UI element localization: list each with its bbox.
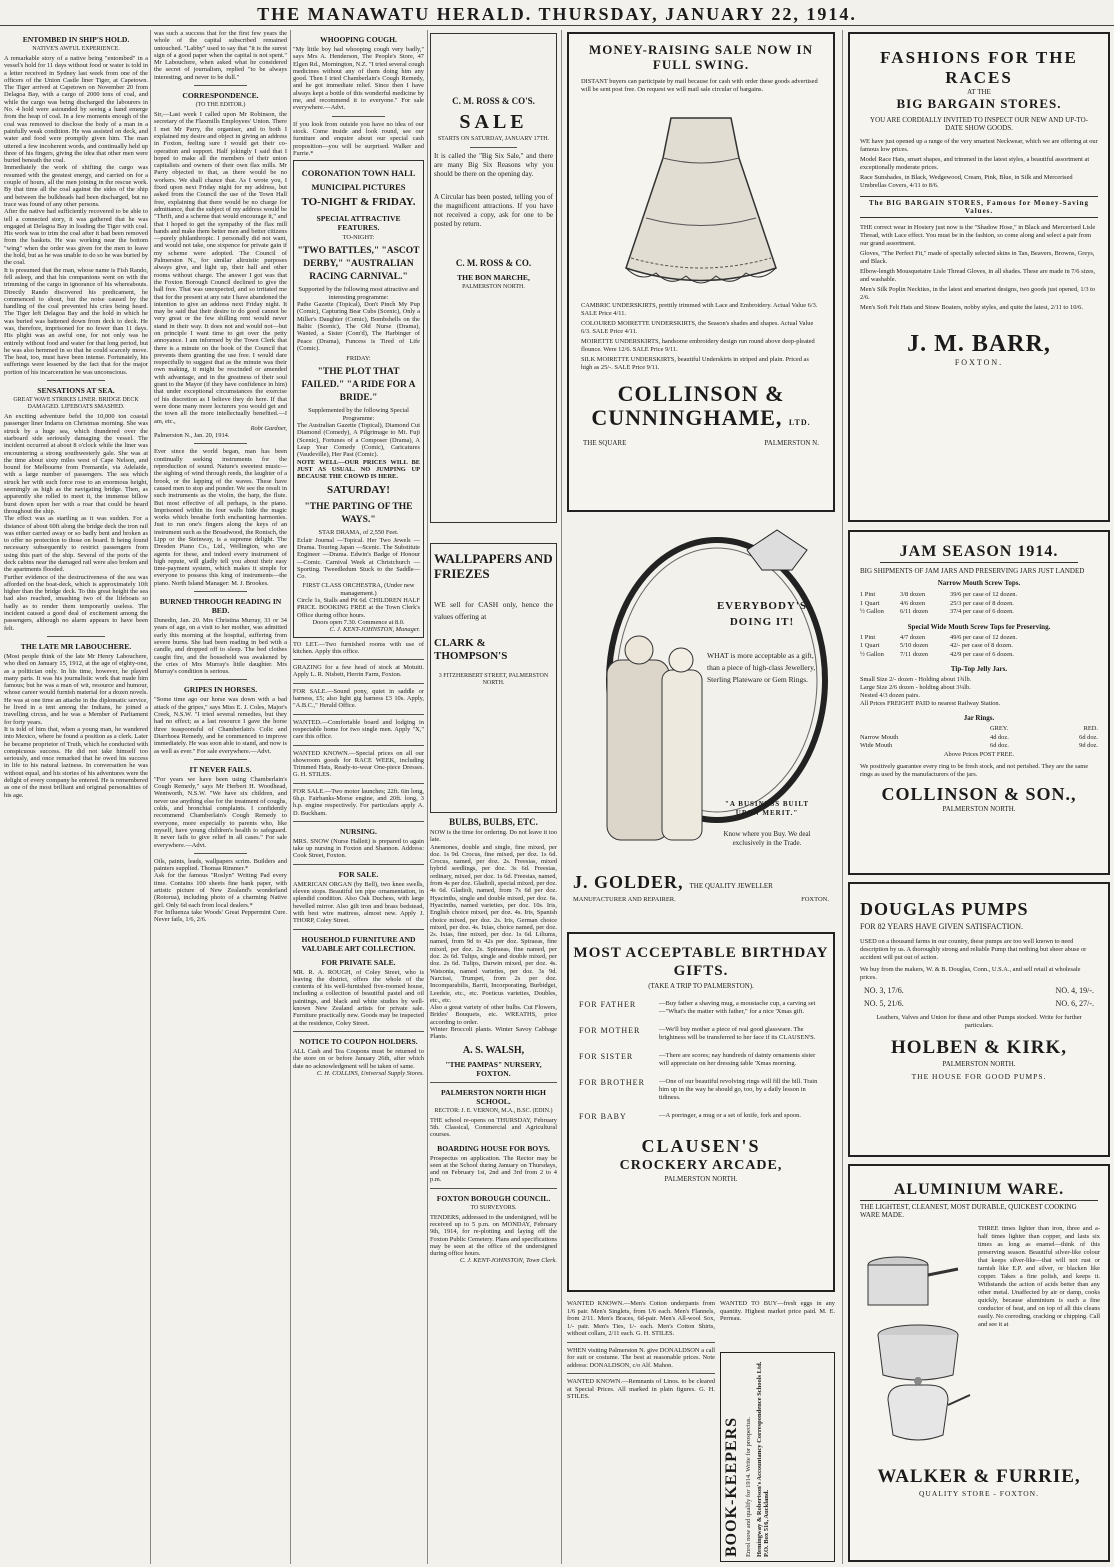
cinema-features: SPECIAL ATTRACTIVE FEATURES. — [316, 214, 401, 233]
ross-text: It is called the "Big Six Sale," and there are many Big Six Reasons why you should be there on the opening day. — [434, 152, 553, 178]
classified-ad: GRAZING for a few head of stock at Motuiti. Apply L. R. Nisbett, Herrin Farm, Foxton. — [293, 664, 424, 679]
golder-trade: MANUFACTURER AND REPAIRER. — [573, 896, 676, 903]
cinema-ad — [293, 160, 424, 637]
barr-slogan: The BIG BARGAIN STORES, Famous for Money-Saving Values. — [860, 196, 1098, 218]
golder-tag: THE QUALITY JEWELLER — [689, 882, 773, 890]
council-heading: FOXTON BOROUGH COUNCIL. — [436, 1193, 551, 1203]
coupon-signature: C. H. COLLINS, Universal Supply Stores. — [316, 1069, 424, 1077]
jam-section: Jar Rings. — [963, 714, 995, 722]
jar-size: 1 Quart — [860, 642, 880, 649]
pump-price: NO. 4, 19/-. — [1055, 986, 1094, 995]
clausen-name: CLAUSEN'S — [641, 1136, 761, 1156]
jam-section: Special Wide Mouth Screw Tops for Preserving. — [907, 622, 1051, 631]
cinema-saturday: SATURDAY! — [327, 484, 390, 497]
barr-at: AT THE — [967, 88, 991, 96]
wallpaper-ad — [430, 543, 557, 813]
column-4 — [430, 30, 557, 1564]
cinema-friday-bill: "THE PLOT THAT FAILED." "A RIDE FOR A BRIDE." — [301, 367, 416, 404]
jar-row — [860, 651, 1098, 660]
headline-gripes: GRIPES IN HORSES. — [183, 685, 258, 695]
golder-name-row — [573, 872, 835, 893]
jam-seller: COLLINSON & SON., — [881, 783, 1077, 804]
school-rector: RECTOR: J. E. VERNON, M.A., B.SC. (EDIN.) — [434, 1107, 553, 1114]
classified-ad: WHEN visiting Palmerston N. give DONALDSON a call for suit or costume. The best at reasonable prices. Note address: DONALDSON, c/o Alf. Mahon. — [567, 1346, 715, 1369]
golder-name: J. GOLDER, — [573, 872, 684, 892]
underskirt-illustration — [601, 98, 801, 298]
pumps-seller: HOLBEN & KIRK, — [890, 1037, 1068, 1058]
article-paragraph: "My little boy had whooping cough very badly," says Mrs A. Henderson, The People's Store, 47 Elgen Rd., Mornington, N.Z. "I tried several cough medicines without any of them doing him any good. Then I tried Chamberlain's Cough Remedy, and he got immediate relief. Since then I have always kept a bottle of this wonderful medicine by me, and recommend it to everyone." For sale everywhere.—Advt. — [293, 46, 424, 112]
divider — [567, 1373, 715, 1374]
school-heading: PALMERSTON NORTH HIGH SCHOOL. — [441, 1087, 546, 1106]
subhead-editor: (TO THE EDITOR.) — [195, 102, 246, 109]
article-paragraph: For Influenza take Woods' Great Peppermint Cure. Never fails, 1/6, 2/6. — [154, 908, 287, 924]
cunninghame-square: THE SQUARE — [583, 439, 627, 447]
cinema-note: Supported by the following most attractive and interesting programme: — [298, 286, 419, 301]
headline-never-fails: IT NEVER FAILS. — [189, 764, 252, 774]
divider — [293, 745, 424, 746]
gift-label: FOR SISTER — [579, 1052, 634, 1061]
pump-price: NO. 5, 21/6. — [864, 999, 904, 1008]
barr-text: Model Race Hats, smart shapes, and trimmed in the latest styles, a beautiful assortment at exceptionally moderate prices. — [860, 156, 1090, 171]
barr-name: J. M. BARR, — [907, 331, 1051, 357]
divider — [293, 929, 424, 930]
divider — [194, 679, 247, 680]
cunninghame-name-2: CUNNINGHAME, — [591, 405, 783, 430]
golder-text-2: Know where you Buy. We deal exclusively in the Trade. — [723, 830, 811, 847]
gift-row — [579, 1052, 823, 1068]
jam-town: PALMERSTON NORTH. — [942, 804, 1016, 813]
wallpaper-title: WALLPAPERS AND FRIEZES — [434, 551, 553, 581]
article-paragraph: After the native had sufficiently recovered to be able to tell a connected story, it was gathered that he was engaged at Delagoa Bay in loading the Tiger with coal. His work was to trim the coal after it had been removed from the baskets. He was working near the bottom "wing" when the order was given for the men to leave the hold, but as he was unable to do so he was buried by the coal. — [4, 208, 148, 267]
cinema-venue: CORONATION TOWN HALL — [301, 168, 416, 179]
pumps-sub: FOR 82 YEARS HAVE GIVEN SATISFACTION. — [860, 922, 1023, 931]
cunninghame-name-line — [569, 406, 833, 435]
barr-town: FOXTON. — [954, 358, 1004, 367]
cunninghame-headline: MONEY-RAISING SALE NOW IN FULL SWING. — [588, 42, 813, 72]
aluminium-seller: WALKER & FURRIE, — [877, 1466, 1081, 1487]
divider — [293, 821, 424, 822]
ross-store: THE BON MARCHE, — [457, 273, 530, 282]
divider — [470, 147, 518, 148]
bookkeepers-title: BOOK-KEEPERS — [723, 1416, 740, 1557]
barr-ad — [848, 32, 1110, 522]
bulbs-list: Anemones, double and single, fine mixed, per doz. 1s 9d. Crocus, fine mixed, per doz. 1s 6d. Crocus, named, per doz. 2s. Freesias, mixed hybrid seedlings, per doz. 3s 6d. Freesias, ordinary, mixed, per doz. 1s 6d. Freesias, named, from 4s per doz. Gladioli, special mixed, per doz. 4s 6d. Gladioli, named, from 7s 6d per doz. Hyacinths, single and double mixed, per doz. 6s. Hyacinths, named varieties, per doz. 10s. Iris, English choice mixed, per doz. 4s. Iris, Spanish choice mixed, per doz. 2s. Iris, German choice mixed, per doz. 4s. Ixias, choice named, per doz. 2s. Ixias, fine mixed, per doz. 1s 6d. Liliums, named, from 9d to 42s per doz. Spiraeas, fine mixed, per doz. 2s. Spiraeas, fine named, per doz. 2s 6d. Tulips, single and double mixed, per doz. 2s 6d. Tulips, Darwin mixed, per doz. 4s. Watsonia, named varieties, per doz. 3s 9d. Narcissi, Trumpet, from 2s per doz. Incomparabilis, Barrii, Incorporating, Burbidgei, Leedsie, etc., etc. Poeticus varieties, Doubles, etc., etc. — [430, 843, 557, 1004]
coupon-heading: NOTICE TO COUPON HOLDERS. — [299, 1036, 418, 1046]
cunninghame-intro: DISTANT buyers can participate by mail because for cash with order these goods advertised will be sent post free. On request we will mail sale circular of bargains. — [581, 78, 818, 93]
column-3 — [293, 30, 424, 1564]
pumps-headline: DOUGLAS PUMPS — [860, 899, 1029, 919]
jar-row — [860, 642, 1098, 651]
classified-ad: WANTED KNOWN.—Special prices on all our showroom goods for RACE WEEK, including Trimmed Hats, Ready-to-wear One-piece Dresses. G. H. STILES. — [293, 749, 424, 779]
article-paragraph: The effect was as startling as it was sudden. For a distance of about 60ft along the bridge deck the iron rail was either carried away or so badly bent and broken as to offer no protection to those on board. It being found necessary subsequently to restrict passengers from using this part of the ship. Several of the ports of the deck cabins near the damaged rail were also broken and the apartments flooded. — [4, 515, 148, 574]
aluminium-headline: ALUMINIUM WARE. — [860, 1180, 1098, 1201]
cinema-orchestra: FIRST CLASS ORCHESTRA, (Under new management.) — [302, 582, 415, 597]
pumps-town: PALMERSTON NORTH. — [942, 1060, 1016, 1068]
headline-whooping: WHOOPING COUGH. — [320, 35, 397, 44]
golder-slogan: "A BUSINESS BUILT UPON MERIT." — [724, 800, 810, 817]
barr-text: Elbow-length Mousquetaire Lisle Thread Gloves, in all shades. These are made in 7/6 sizes, and washable. — [860, 268, 1096, 283]
article-paragraph: "Some time ago our horse was down with a bad attack of the gripes," says Miss E. J. Coles, Major's Creek, N.S.W. "I tried several remedies, but they had no effect; as a last resource I gave the horse three teaspoonsful of Chamberlain's Colic and Diarrhoea Remedy, and he commenced to improve immediately. He was soon able to stand, and now is as well as ever." For sale everywhere.—Advt. — [154, 696, 287, 755]
jar-case: 39/6 per case of 12 dozen. — [950, 591, 1018, 598]
aluminium-body — [858, 1225, 1100, 1455]
ring-row — [860, 742, 1098, 751]
ring-header — [860, 725, 1098, 734]
gift-text: —There are scores; nay hundreds of dainty ornaments sister will appreciate on her dressing table 'Xmas morning. — [659, 1052, 816, 1067]
article-paragraph: "For years we have been using Chamberlain's Cough Remedy," says Mr Herbert H. Woodhead, Wentworth, N.S.W. "We have six children, and never use anything else for the treatment of coughs, colds, and bronchial complaints. I confidently recommend Chamberlain's Cough Remedy to everyone, more especially to parents who, like myself, have young children's health to safeguard. It never fails to give relief in all cases." For sale everywhere.—Advt. — [154, 775, 287, 849]
article-paragraph: (Most people think of the late Mr Henry Labouchere, who died on January 15, 1912, at the age of eighty-one, as a politician only. In his time, however, he played many parts. It was his journalistic work that made him famous; but he was a man of wit, resource and humour, whose career would furnish material for a dozen novels. He was at one time an attache in the diplomatic service, he lived in a tent among the Indians, he joined a travelling circus, and he was a Member of Parliament for forty years. — [4, 652, 148, 726]
cinema-prices: Circle 1s, Stalls and Pit 6d. CHILDREN HALF PRICE. BOOKING FREE at the Town Clerk's Office during office hours. — [297, 597, 420, 619]
golder-text: WHAT is more acceptable as a gift, than a piece of high-class Jewellery, Sterling Plateware or Gem Rings. — [707, 651, 816, 684]
ring-row — [860, 734, 1098, 743]
headline-sensations: SENSATIONS AT SEA. — [37, 386, 115, 396]
cinema-programme: The Australian Gazette (Topical), Diamond Cut Diamond (Comedy), A Pilgrimage to Mt. Fuji (Scenic), Fortunes of a Composer (Drama), A Leap Year Comedy (Comic), Caricatures (Vaudeville), Her Past (Comic). — [297, 422, 420, 459]
jam-ad — [848, 530, 1110, 875]
ross-sale-ad — [430, 33, 557, 523]
cinema-friday: FRIDAY: — [346, 355, 371, 363]
cunninghame-ltd: LTD. — [788, 418, 811, 427]
article-paragraph: A remarkable story of a native being "entombed" in a vessel's hold for 11 days without food or water is told in a letter received in Sydney last week from one of the officers of the Union Castle liner Tiger, at Capetown. The Tiger arrived at Capetown on November 20 from Delagoa Bay, with a cargo of 2000 tons of coal, and while the cargo was being discharged the labourers in No. 4 hold were astounded by seeing a hand emerge from the heap of coal. In a few moments enough of the coal was removed to disclose the body of a man in a painfully weak condition. He was assisted on deck, and water and food were promptly given him. The man uttered a few incoherent words, and continually held up three of his fingers, giving the idea that other men were buried beneath the coal. — [4, 55, 148, 165]
article-paragraph: Further evidence of the destructiveness of the sea was afforded on the boat-deck, which is approximately 10ft higher than the bridge deck. To this great height the sea had also reached, smashing two of the lifeboats so badly as to render them temporarily useless. The incident caused a good deal of excitement among the passengers, although no alarm appears to have been felt. — [4, 573, 148, 632]
golder-town: FOXTON. — [801, 896, 829, 903]
cinema-dates: TO-NIGHT & FRIDAY. — [301, 196, 416, 209]
private-sale-heading: FOR PRIVATE SALE. — [321, 957, 396, 967]
pump-prices — [864, 986, 1094, 995]
bulbs-text: Winter Broccoli plants. Winter Savoy Cabbage Plants. — [430, 1026, 557, 1041]
subhead-native: NATIVE'S AWFUL EXPERIENCE. — [32, 46, 120, 52]
article-paragraph: It is presumed that the man, whose name is Fish Rando, fell asleep, and that his companions went on with the trimming of the cargo in ignorance of his whereabouts. Directly Rando discovered his predicament, he commenced to shout, but the noise caused by the handling of the coal prevented his cries being heard. The Tiger left Delagoa Bay and the hold in which he was buried was battened down from deck to deck. He was, therefore, imprisoned for no fewer than 11 days. His plight was an awful one, for not only was he entirely without food and water for that long period, but he was also hemmed in so that he could scarcely move. The heat, too, must have been intense. Fortunately, his sufferings were lessened by the fact that for the major portion of his incarceration he was unconscious. — [4, 266, 148, 376]
pumps-slogan: THE HOUSE FOR GOOD PUMPS. — [911, 1072, 1047, 1081]
council-signature: C. J. KENT-JOHNSTON, Town Clerk. — [459, 1257, 557, 1265]
ring-grey: 4d doz. — [990, 733, 1009, 741]
headline-entombed: ENTOMBED IN SHIP'S HOLD. — [22, 35, 130, 44]
sale-item: MOIRETTE UNDERSKIRTS, handsome embroidery design run round above deep-pleated flounce. Were 12/6. SALE Price 9/11. — [581, 338, 815, 353]
jelly-row: Nested 4/3 dozen pairs. — [860, 692, 920, 699]
pumps-text: We buy from the makers, W. & B. Douglas, Conn., U.S.A., and sell retail at wholesale prices. — [860, 966, 1081, 981]
cinema-title: MUNICIPAL PICTURES — [311, 182, 406, 193]
classified-ad: TO LET.—Two furnished rooms with use of kitchen. Apply this office. — [293, 640, 424, 655]
bulbs-intro: NOW is the time for ordering. Do not leave it too late. — [430, 829, 557, 844]
ring-spacer — [860, 725, 990, 734]
letter-date: Palmerston N., Jan. 20, 1914. — [154, 432, 230, 440]
jar-price: 6/11 dozen — [900, 608, 928, 615]
letter-signature: Robt Gardner, — [250, 424, 287, 432]
golder-ad — [567, 520, 835, 925]
divider — [194, 759, 247, 760]
article-paragraph: If you look from outside you have no idea of our stock. Come inside and look round, see our furniture and enquire about our special cash proposition—you will be surprised. Walker and Furrie.* — [293, 120, 424, 157]
jar-case: 42/9 per case of 6 dozen. — [950, 650, 1014, 658]
bookkeepers-school: Hemingway & Robertson's Accountancy Correspondence Schools Ltd. P.O. Box 516, Auckland. — [756, 1361, 770, 1557]
jar-case: 25/3 per case of 8 dozen. — [950, 599, 1014, 607]
divider — [293, 1031, 424, 1032]
pumps-text: Leathers, Valves and Union for these and other Pumps stocked. Write for further particulars. — [876, 1014, 1082, 1029]
barr-text: WE have just opened up a range of the very smartest Neckwear, which we are offering at our famous low prices. — [860, 138, 1098, 153]
gift-text: —We'll buy mother a piece of real good glassware. The brightness will be transferred to her face if its CLAUSEN'S. — [659, 1026, 816, 1041]
column-2 — [154, 30, 287, 1564]
barr-text: Men's Silk Poplin Neckties, in the latest and smartest designs, two goods just opened, 1/3 to 2/6. — [860, 286, 1096, 301]
classified-ad: FOR SALE.—Two motor launches; 22ft. 6in long, 6h.p. Fairbanks-Morse engine, and 20ft. long, 3 h.p. engine respectively. For particulars apply A. D. Buckham. — [293, 787, 424, 817]
cinema-programme: Eclair Journal —Topical. Her Two Jewels —Drama. Touring Japan —Scenic. The Substitute Engineer —Drama. Edwin's Badge of Honour —Comic. Carnival Week at Christchurch —Sporting. Tweedledum Stuck to the Saddle—Co. — [297, 536, 420, 581]
gift-label: FOR BROTHER — [579, 1078, 645, 1087]
jar-case: 42/- per case of 8 dozen. — [950, 642, 1013, 649]
sale-item: COLOURED MOIRETTE UNDERSKIRTS, the Season's shades and shapes. Actual Value 6/3. SALE Price 4/11. — [581, 320, 814, 335]
column-rule — [427, 30, 428, 1564]
jelly-row: Large Size 2/6 dozen - holding about 3¼lb. — [860, 684, 971, 691]
masthead: THE MANAWATU HERALD. THURSDAY, JANUARY 22, 1914. — [0, 0, 1114, 26]
classified-ad: WANTED KNOWN.—Men's Cotton underpants from 1/6 pair. Men's Singlets, from 1/6 each. Men's Flannels, from 2/11. Men's Braces, 6d-pair. Men's All-wool Sox, 1/- pair. Men's Ties, 1/- each. Men's Cotton Shirts, without collars, 2/11 each. G. H. STILES. — [567, 1300, 715, 1337]
classified-ad: FOR SALE.—Sound pony, quiet in saddle or harness, £5; also light gig harness £3 10s. Apply, "A.B.C.," Herald Office. — [293, 687, 424, 710]
cunninghame-town: PALMERSTON N. — [764, 439, 819, 447]
wallpaper-text: WE sell for CASH only, hence the values offering at — [434, 600, 553, 621]
gift-label: FOR FATHER — [579, 1000, 637, 1009]
jam-headline: JAM SEASON 1914. — [880, 542, 1078, 563]
headline-labouchere: THE LATE MR LABOUCHERE. — [20, 641, 132, 651]
cinema-tonight: TO-NIGHT: — [342, 234, 375, 242]
school-text: THE school re-opens on THURSDAY, February 5th. Classical, Commercial and Agricultural courses. — [430, 1116, 557, 1139]
golder-headline: EVERYBODY'S DOING IT! — [716, 600, 808, 628]
clausen-ad — [567, 932, 835, 1292]
ross-text: A Circular has been posted, telling you of the magnificent attractions. If you have not received a copy, ask for one to be posted by return. — [434, 193, 553, 228]
wallpaper-store: CLARK & THOMPSON'S — [434, 637, 508, 662]
divider — [567, 1342, 715, 1343]
pump-price: NO. 3, 17/6. — [864, 986, 904, 995]
jam-guarantee: We positively guarantee every ring to be fresh stock, and not perished. They are the same rings as used by the manufacturers of the jars. — [860, 762, 1089, 778]
jar-case: 49/6 per case of 12 dozen. — [950, 633, 1018, 641]
ross-name: C. M. ROSS & CO. — [455, 258, 532, 268]
wallpaper-address: 3 FITZHERBERT STREET, PALMERSTON NORTH. — [438, 673, 549, 686]
classified-ad: MR. R. A. ROUGH, of Coley Street, who is leaving the district, offers the whole of the contents of his well-furnished five-roomed house, including a collection of beautiful pastel and oil paintings, and black and white studies by well-known New Zealand artists for private sale. Furniture practically new. Goods may be inspected at the residence, Coley Street. — [293, 968, 424, 1027]
ross-town: PALMERSTON NORTH. — [462, 284, 525, 290]
letter-body: Sir,—Last week I called upon Mr Robinson, the secretary of the Flaxmills Employees' Union. There I met Mr Parry, the organiser, and to both I explained my desire and object in giving an address in Foxton, feeling sure I would get their co-operation and support. Half jokingly I said that I hoped to make all the members of their union capitalists and owners of their own flax mills. Mr Parry objected to that, as there would be no workers. We shall chance that. As I wrote you, I fixed upon next Friday night for my address, but asked from the Council the use of the Town Hall free, explaining that there would be no charge for admittance, that the subject of my address would be "Thrift, and a scheme that would encourage it," and that I hoped to get the sympathy of the flax mill hands and make them better men and better citizens—purely philanthropic. I personally did not want, and would not take, one sixpence for private gain if my scheme were adopted. The Council of Palmerston N., for similar altruistic purposes always give, and light up, their hall and other rooms without charge. The answer I got was that the Foxton Borough Council declined to give the hall free. That was unexpected, and so irritated me that for the present at any rate I have abandoned the intention to give an address next Friday night. It may be said that their desire to do good cannot be very great or the few shilling rent would never stand in their way. It does not and would not—but on principle I want time to get over the petty annoyance. I am informed by the Town Clerk that there is a minute on the book of the Council that prevents them granting the use free. I would dare respectfully to suggest that as the minute was their own making, it might be rescinded or amended with advantage, and in the greatness of their soul grant to the Mayor (if they have confidence in him) that under exceptional circumstances the exercise of his discretion as I believe they do here. If that were done many more lecturers you would get and the town all the more intellectually benefited.—I am, etc., — [154, 111, 287, 425]
jar-row — [860, 591, 1098, 600]
subhead-wave: GREAT WAVE STRIKES LINER. BRIDGE DECK DAMAGED. LIFEBOATS SMASHED. — [13, 397, 139, 411]
walsh-name: A. S. WALSH, — [462, 1044, 525, 1056]
jam-section: Tip-Top Jelly Jars. — [950, 665, 1008, 673]
divider — [430, 1082, 557, 1083]
ross-starts: STARTS ON SATURDAY, JANUARY 17TH. — [437, 136, 550, 142]
jar-case: 37/4 per case of 6 dozen. — [950, 608, 1014, 615]
small-ad-eggs: WANTED TO BUY—fresh eggs in any quantity. Highest market price paid. M. E. Perreau. — [720, 1300, 835, 1322]
headline-burned: BURNED THROUGH READING IN BED. — [159, 597, 282, 616]
jar-price: 4/6 dozen — [900, 599, 926, 607]
barr-text: THE correct wear in Hosiery just now is the "Shadow Hose," in Black and Mercerised Lisle Thread, with Lace effect. You must be in the fashion, so come along and select a pair from our grand assortment. — [860, 224, 1096, 247]
for-sale-heading: FOR SALE. — [338, 869, 379, 879]
gift-row — [579, 1026, 823, 1042]
classified-ad: AMERICAN ORGAN (by Bell), two knee swells, eleven stops. Beautiful ten pipe ornamentation, in splendid condition. Also Oak Duchess, with large bevelled mirror. Also gilt iron and brass bedstead, with best wire mattress, almost new. Apply J. THORP, Coley Street. — [293, 880, 424, 925]
cunninghame-ad — [567, 32, 835, 512]
divider — [293, 864, 424, 865]
cunninghame-address — [583, 439, 819, 447]
bulbs-text: Also a great variety of other bulbs. Cut Flowers, Brides' Bouquets, etc. WREATHS, price according to order. — [430, 1004, 557, 1026]
divider — [332, 116, 384, 117]
cinema-star: STAR DRAMA, of 2,550 Feet. — [318, 529, 399, 537]
cinema-programme: Pathe Gazette (Topical), Don't Pinch My Pup (Comic), Capturing Bear Cubs (Scenic), Only a Miller's Daughter (Comic), Bombshells on the Baltic (Scenic), The Old Nurse (Drama), Wanted, a Sister (Com'd), The Harbinger of Peace (Drama), Funcess is Tired of Life (Comic). — [297, 301, 420, 352]
article-paragraph: An exciting adventure befel the 10,000 ton coastal passenger liner Indarra on Christmas morning. She was struck by a huge sea, which thundered over the starboard side seriously damaging the vessel. The incident occurred at about 8 o'clock while the liner was encountering a strong southwesterly gale. She was at the time about sixty miles west of Cape Nelson, and bound for Melbourne from Fremantle, via Adelaide, with a large number of passengers. The sea which struck her with such force rose to an enormous height, seemingly as high as the navigating bridge. Then, as apparently she rolled to meet it, the immense billow burst down upon her with a roar that could be heard throughout the ship. — [4, 413, 148, 515]
cinema-saturday-bill: "THE PARTING OF THE WAYS." — [304, 502, 413, 526]
gift-row — [579, 1078, 823, 1102]
gift-row — [579, 1000, 823, 1016]
cinema-tonight-bill: "TWO BATTLES," "ASCOT DERBY," "AUSTRALIAN RACING CARNIVAL." — [297, 246, 420, 283]
gift-label: FOR BABY — [579, 1112, 627, 1121]
barr-invite: YOU ARE CORDIALLY INVITED TO INSPECT OUR NEW AND UP-TO-DATE SHOW GOODS. — [870, 116, 1088, 132]
ring-type: Narrow Mouth — [860, 733, 899, 741]
ring-red-label: RED. — [1083, 725, 1098, 732]
barr-text: Race Sunshades, in Black, Wedgewood, Cream, Pink, Blue, in Silk and Mercerised Umbrellas Covers, 4/11 to 8/6. — [860, 174, 1073, 189]
column-rule — [290, 30, 291, 1564]
jar-row — [860, 608, 1098, 617]
divider — [194, 853, 247, 854]
jelly-row: Small Size 2/- dozen - Holding about 1¾lb. — [860, 676, 972, 683]
cunninghame-name-1: COLLINSON & — [617, 381, 785, 406]
divider — [47, 380, 105, 381]
cinema-manager: C. J. KENT-JOHNSTON, Manager. — [329, 626, 420, 634]
pump-price: NO. 6, 27/-. — [1055, 999, 1094, 1008]
barr-headline: FASHIONS FOR THE RACES — [880, 48, 1078, 87]
council-sub: TO SURVEYORS. — [470, 1204, 517, 1211]
ring-red: 6d doz. — [1079, 733, 1098, 741]
gift-label: FOR MOTHER — [579, 1026, 641, 1035]
gift-text: —One of our beautiful revolving rings will fill the bill. Train him up in the way he should go, too, by a daily lesson in tidiness. — [659, 1078, 818, 1101]
sale-item: CAMBRIC UNDERSKIRTS, prettily trimmed with Lace and Embroidery. Actual Value 6/3. SALE Price 4/11. — [581, 302, 818, 317]
jar-row — [860, 634, 1098, 643]
column-rule — [842, 30, 843, 1564]
article-paragraph: Oils, paints, leads, wallpapers scrim. Builders and painters supplied. Thomas Rimmer.* — [154, 857, 287, 873]
furniture-heading: HOUSEHOLD FURNITURE AND VALUABLE ART COLLECTION. — [301, 934, 416, 953]
divider — [430, 1188, 557, 1189]
clausen-town: PALMERSTON NORTH. — [664, 1175, 738, 1183]
classified-ad: WANTED.—Comfortable board and lodging in respectable home for two single men. Apply "X," care this office. — [293, 718, 424, 741]
bulbs-heading: BULBS, BULBS, ETC. — [449, 817, 538, 827]
divider — [293, 659, 424, 660]
divider — [293, 783, 424, 784]
headline-correspondence: CORRESPONDENCE. — [182, 91, 259, 101]
jar-size: 1 Pint — [860, 591, 876, 598]
divider — [194, 85, 247, 86]
jar-size: 1 Pint — [860, 633, 876, 641]
clausen-sub: (TAKE A TRIP TO PALMERSTON). — [648, 982, 754, 990]
ross-sale: SALE — [459, 111, 528, 133]
column-rule — [150, 30, 151, 1564]
jar-price: 5/10 dozen — [900, 642, 929, 649]
classified-ad: MRS. SNOW (Nurse Hallett) is prepared to again take up nursing in Foxton and Shannon. Address: Cook Street, Foxton. — [293, 837, 424, 860]
jar-price: 4/7 dozen — [900, 633, 926, 641]
article-paragraph: Dunedin, Jan. 20. Mrs Christina Murray, 33 or 34 years of age, on a visit to her mother, was admitted early this morning at the hospital, suffering from severe burns. She had been reading in bed with a candle, and dropped off to sleep. The bed clothes caught fire, and the household was awakened by the cries of Mrs Murray's little daughter. Mrs Murray's condition is serious. — [154, 617, 287, 676]
bookkeepers-text: Enrol now and qualify for 1914. Write for prospectus. — [745, 1416, 752, 1557]
article-paragraph: Ever since the world began, man has been continually seeking instruments for the reproduction of sound. Nature's sweetest music—the sighing of wind through reeds, the laughter of a brook, or the lapping of the waves. These have caused men to stop and ponder. We see the result in such instruments as the violin, the harp, the flute. But most effective of all perhaps, is the piano. Imprisoned within its four walls hide the magic works which breathe forth enchanting harmonies. Just to run one's fingers along the keys of an instrument such as the Broadwood, the Ronisch, the Lipp or the Steinway, is a supreme delight. The Dresden Piano Co., Ltd., Wellington, who are agents for these, and indeed every instrument of high repute, will gladly tell you about their easy time-payment system, which makes it simple for everyone to possess this king of instruments—the piano. North Island Manager: M. J. Brookes. — [154, 448, 287, 587]
school-text: Prospectus on application. The Rector may be seen at the School during January on Thursdays, and on February 1st, 2nd and 3rd from 2 to 4 p.m. — [430, 1154, 557, 1184]
jar-price: 7/11 dozen — [900, 650, 928, 658]
divider — [293, 714, 424, 715]
jar-size: ½ Gallon — [860, 608, 884, 615]
jelly-row: All Prices FREIGHT PAID to nearest Railway Station. — [860, 700, 1001, 707]
article-paragraph: was such a success that for the first few years the whole of the capital subscribed remained untouched. "Labby" used to say that "it is the surest sign of a good paper when the capital is not spent." Mr Labouchere, when asked what he considered the secret of journalism, replied "to be always interesting, and never to be dull." — [154, 30, 287, 81]
clausen-arcade: CROCKERY ARCADE, — [619, 1158, 783, 1173]
jar-row — [860, 600, 1098, 609]
cinema-note: Supplemented by the following Special Programme: — [308, 407, 409, 422]
pumps-text: USED on a thousand farms in our country, these pumps are too well known to need description by us. A thoroughly strong and reliable Pump that nothing but sheer abuse or accident will put out of action. — [860, 938, 1087, 961]
pumps-ad — [848, 882, 1110, 1157]
bookkeepers-ad — [720, 1352, 835, 1562]
pump-prices — [864, 999, 1094, 1008]
walsh-nursery: "THE PAMPAS" NURSERY, FOXTON. — [445, 1059, 542, 1078]
small-ads-left — [567, 1300, 715, 1562]
gift-text: —A porringer, a mug or a set of knife, fork and spoon. — [659, 1112, 801, 1119]
boarding-heading: BOARDING HOUSE FOR BOYS. — [437, 1143, 550, 1153]
jam-section: Narrow Mouth Screw Tops. — [937, 579, 1021, 587]
divider — [194, 443, 247, 444]
aluminium-text: THREE times lighter than iron, three and a-half times lighter than copper, and lasts six times as long as enamel—think of this preserving season. Beautiful silver-like colour that keeps silver-like—that will not rust or tarnish like E.P. and silver, or blacken like copper. Takes a fine polish, and keeps it. Withstands the action of acids better than any other metal. Unaffected by air or damp, cooks quickly, because aluminium is such a fine conductor of heat, and on top of all this cleans easily. No corroding, cracking or chipping. Call and see it at — [978, 1225, 1100, 1328]
ring-grey: 6d doz. — [990, 742, 1009, 749]
aluminium-ad — [848, 1164, 1110, 1562]
jam-sub: BIG SHIPMENTS OF JAM JARS AND PRESERVING JARS JUST LANDED — [860, 567, 1085, 575]
ring-type: Wide Mouth — [860, 742, 893, 749]
ross-name: C. M. ROSS & CO'S. — [452, 96, 535, 106]
aluminium-sub: THE LIGHTEST, CLEANEST, MOST DURABLE, QUICKEST COOKING WARE MADE. — [860, 1203, 1077, 1219]
jar-size: ½ Gallon — [860, 650, 884, 658]
barr-text: Gloves, "The Perfect Fit," made of specially selected skins in Tan, Beavers, Browns, Greys, and Black. — [860, 250, 1095, 265]
article-paragraph: It is told of him that, when a young man, he wandered into Mexico, where he found a position as a clerk. Later he became proprietor of Truth, which he conducted with conspicuous success. He did not take himself too seriously, and once remarked that he owed his success in life to his natural laziness. In conversation he was without equal, and his stories of his adventures were the delight of every company he entered. He is remembered as one of the most brilliant and original personalities of his age. — [4, 725, 148, 799]
divider — [194, 591, 247, 592]
classified-ad: ALL Cash and Tea Coupons must be returned to the store on or before January 26th, after which date no acknowledgment will be taken of same. — [293, 1047, 424, 1070]
column-1 — [4, 30, 148, 1564]
barr-text: Men's Soft Felt Hats and Straw Boaters, nobby styles, and quite the latest, 2/11 to 10/6. — [860, 304, 1083, 311]
gift-row — [579, 1112, 823, 1121]
divider — [47, 636, 105, 637]
article-paragraph: Immediately the work of shifting the cargo was resumed with the greatest energy, and carried on for a couple of hours, all the men joining in the rescue work. By that time all the coal against the sides of the ship and between the bulkheads had been discharged, but no trace was found of any other persons. — [4, 164, 148, 208]
sale-item: SILK MOIRETTE UNDERSKIRTS, beautiful Underskirts in striped and plain. Priced as high as 25/-. SALE Price 9/11. — [581, 356, 809, 371]
council-text: TENDERS, addressed to the undersigned, will be received up to 5 p.m. on MONDAY, February 9th, 1914, for re-plotting and laying off the Foxton Public Cemetery. Plans and specifications may be seen at the office of the undersigned during office hours. — [430, 1213, 557, 1258]
ring-red: 9d doz. — [1079, 742, 1098, 749]
jar-size: 1 Quart — [860, 599, 880, 607]
article-paragraph: Ask for the famous "Roslyn" Writing Pad every time. Contains 100 sheets fine bank paper, with artistic picture of New Zealand's wonderland (Rotorua), including photo of a charming Native girl. Only 6d each from local dealers.* — [154, 872, 287, 909]
cinema-notice: NOTE WELL—OUR PRICES WILL BE JUST AS USUAL. NO JUMPING UP BECAUSE THE CROWD IS HERE. — [297, 458, 420, 481]
barr-stores: BIG BARGAIN STORES. — [896, 96, 1062, 111]
aluminium-town: QUALITY STORE - FOXTON. — [919, 1489, 1039, 1498]
gift-text: —Buy father a shaving mug, a moustache cup, a carving set—"What's the matter with father," for a nice 'Xmas gift. — [659, 1000, 816, 1015]
classified-ad: WANTED KNOWN.—Remnants of Linos. to be cleared at Special Prices. All marked in plain figures. G. H. STILES. — [567, 1378, 715, 1400]
cinema-doors: Doors open 7.30. Commence at 8.0. — [312, 618, 405, 626]
cookware-illustration — [858, 1225, 978, 1455]
ring-note: Above Prices POST FREE. — [943, 750, 1015, 758]
clausen-headline: MOST ACCEPTABLE BIRTHDAY GIFTS. — [573, 945, 829, 979]
jar-price: 3/8 dozen — [900, 591, 926, 598]
golder-address — [573, 896, 829, 903]
column-rule — [561, 30, 562, 1564]
divider — [293, 683, 424, 684]
nursing-heading: NURSING. — [340, 826, 377, 836]
ring-grey-label: GREY. — [990, 725, 1009, 732]
